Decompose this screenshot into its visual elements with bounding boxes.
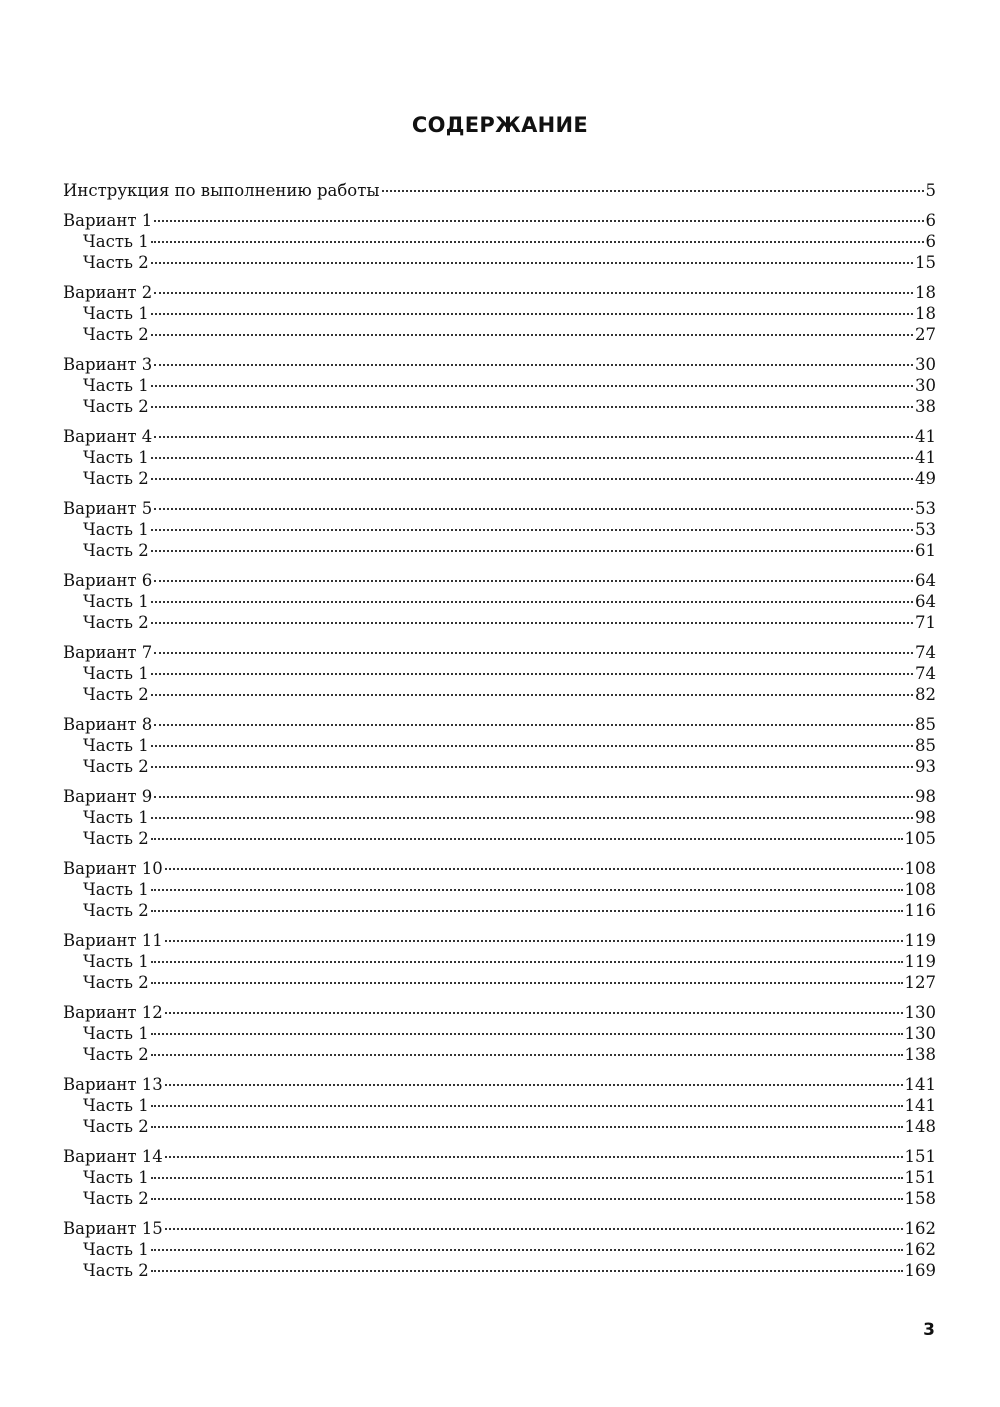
toc-entry-part[interactable] [63,375,936,396]
dot-leader [151,1198,903,1200]
toc-entry-page: 53 [915,499,936,518]
toc-entry-part[interactable] [63,1095,936,1116]
dot-leader [154,220,923,222]
toc-entry-label: Инструкция по выполнению работы [63,181,380,200]
toc-entry-label: Часть 1 [83,520,149,539]
dot-leader [154,436,913,438]
toc-entry-page: 30 [915,355,936,374]
toc-variant-group [63,570,936,633]
toc-entry-part[interactable] [63,1116,936,1137]
toc-entry-label: Часть 1 [83,232,149,251]
toc-entry-label: Вариант 11 [63,931,163,950]
dot-leader [151,385,913,387]
toc-variant-group [63,426,936,489]
toc-entry-part[interactable] [63,303,936,324]
dot-leader [151,262,913,264]
toc-entry-label: Часть 2 [83,325,149,344]
toc-entry-label: Часть 2 [83,1189,149,1208]
dot-leader [151,1126,903,1128]
toc-entry-part[interactable] [63,1188,936,1209]
toc-entry-label: Часть 2 [83,829,149,848]
toc-entry-part[interactable] [63,684,936,705]
dot-leader [154,364,913,366]
toc-entry-page: 108 [904,880,936,899]
toc-entry-part[interactable] [63,468,936,489]
toc-variant-group [63,930,936,993]
toc-entry-page: 30 [915,376,936,395]
toc-entry-part[interactable] [63,396,936,417]
toc-entry-page: 74 [915,664,936,683]
toc-entry-page: 130 [904,1003,936,1022]
table-of-contents [63,180,936,1281]
toc-entry-label: Часть 1 [83,952,149,971]
dot-leader [151,889,903,891]
toc-entry-label: Часть 2 [83,397,149,416]
toc-entry-page: 119 [904,952,936,971]
dot-leader [151,910,903,912]
toc-entry-page: 41 [915,427,936,446]
toc-entry-label: Часть 2 [83,541,149,560]
toc-entry-label: Вариант 6 [63,571,153,590]
toc-variant-group [63,282,936,345]
toc-variant-group [63,1074,936,1137]
toc-variant-group [63,498,936,561]
toc-variant-group [63,1146,936,1209]
toc-entry-page: 98 [915,787,936,806]
dot-leader [151,982,903,984]
toc-entry-label: Часть 2 [83,685,149,704]
toc-entry-part[interactable] [63,447,936,468]
toc-entry-page: 71 [915,613,936,632]
dot-leader [151,1249,903,1251]
toc-entry-page: 105 [904,829,936,848]
toc-entry-part[interactable] [63,972,936,993]
toc-entry-variant[interactable] [63,786,936,807]
dot-leader [165,868,903,870]
toc-entry-part[interactable] [63,900,936,921]
toc-entry-page: 6 [925,232,936,251]
toc-entry-page: 151 [904,1168,936,1187]
toc-entry-variant[interactable] [63,570,936,591]
toc-entry-label: Часть 2 [83,1045,149,1064]
toc-entry-page: 141 [904,1096,936,1115]
toc-entry-variant[interactable] [63,1146,936,1167]
toc-entry-variant[interactable] [63,1218,936,1239]
toc-entry-part[interactable] [63,324,936,345]
toc-entry-label: Часть 2 [83,757,149,776]
dot-leader [151,1054,903,1056]
toc-entry-page: 127 [904,973,936,992]
dot-leader [165,1156,903,1158]
toc-entry-page: 49 [915,469,936,488]
toc-entry-page: 74 [915,643,936,662]
dot-leader [154,796,913,798]
toc-entry-label: Вариант 8 [63,715,153,734]
dot-leader [151,961,903,963]
toc-entry-page: 18 [915,283,936,302]
toc-entry-page: 64 [915,592,936,611]
dot-leader [151,838,903,840]
toc-entry-part[interactable] [63,612,936,633]
toc-entry-part[interactable] [63,879,936,900]
toc-entry-variant[interactable] [63,282,936,303]
toc-entry-part[interactable] [63,735,936,756]
toc-entry-label: Часть 2 [83,1117,149,1136]
toc-entry-variant[interactable] [63,498,936,519]
dot-leader [151,745,913,747]
toc-variant-group [63,642,936,705]
toc-entry-variant[interactable] [63,1074,936,1095]
toc-variant-group [63,1002,936,1065]
toc-entry-page: 85 [915,715,936,734]
dot-leader [165,1012,903,1014]
toc-variant-group [63,210,936,273]
toc-entry-label: Вариант 2 [63,283,153,302]
toc-entry-label: Часть 2 [83,1261,149,1280]
toc-entry-label: Вариант 15 [63,1219,163,1238]
page-number: 3 [923,1320,935,1340]
toc-entry-part[interactable] [63,1239,936,1260]
toc-entry-variant[interactable] [63,858,936,879]
dot-leader [151,694,913,696]
dot-leader [154,292,913,294]
toc-entry-label: Вариант 3 [63,355,153,374]
toc-entry-page: 108 [904,859,936,878]
dot-leader [151,622,913,624]
dot-leader [151,1033,903,1035]
toc-entry-variant[interactable] [63,426,936,447]
toc-entry-part[interactable] [63,1260,936,1281]
dot-leader [151,1270,903,1272]
toc-entry-page: 148 [904,1117,936,1136]
toc-variant-group [63,714,936,777]
dot-leader [154,508,913,510]
dot-leader [382,190,924,192]
toc-entry-label: Вариант 1 [63,211,153,230]
toc-entry-label: Часть 1 [83,1024,149,1043]
toc-entry-page: 6 [925,211,936,230]
toc-entry-page: 93 [915,757,936,776]
toc-entry-part[interactable] [63,591,936,612]
toc-variant-group [63,354,936,417]
toc-entry-page: 138 [904,1045,936,1064]
toc-entry-page: 64 [915,571,936,590]
toc-entry-variant[interactable] [63,1002,936,1023]
toc-entry-page: 27 [915,325,936,344]
toc-entry-part[interactable] [63,828,936,849]
dot-leader [151,478,913,480]
toc-entry-page: 98 [915,808,936,827]
dot-leader [151,673,913,675]
toc-entry-part[interactable] [63,540,936,561]
toc-entry-label: Вариант 5 [63,499,153,518]
toc-entry-page: 158 [904,1189,936,1208]
dot-leader [165,1084,903,1086]
toc-entry-label: Вариант 12 [63,1003,163,1022]
toc-entry-page: 130 [904,1024,936,1043]
dot-leader [151,1177,903,1179]
dot-leader [151,406,913,408]
toc-entry-page: 141 [904,1075,936,1094]
toc-entry-part[interactable] [63,807,936,828]
dot-leader [151,817,913,819]
toc-entry-variant[interactable] [63,354,936,375]
toc-entry-part[interactable] [63,756,936,777]
toc-entry-page: 169 [904,1261,936,1280]
toc-entry-part[interactable] [63,1023,936,1044]
dot-leader [151,529,913,531]
toc-entry-label: Часть 2 [83,469,149,488]
dot-leader [151,1105,903,1107]
toc-entry-label: Часть 1 [83,304,149,323]
toc-entry-page: 151 [904,1147,936,1166]
toc-entry-label: Часть 1 [83,664,149,683]
dot-leader [151,457,913,459]
toc-entry-label: Вариант 10 [63,859,163,878]
toc-entry-page: 162 [904,1240,936,1259]
dot-leader [154,724,913,726]
toc-entry-variant[interactable] [63,930,936,951]
toc-entry-page: 5 [925,181,936,200]
toc-entry-label: Часть 1 [83,592,149,611]
dot-leader [151,766,913,768]
dot-leader [151,241,924,243]
toc-entry-part[interactable] [63,951,936,972]
toc-entry-label: Часть 2 [83,901,149,920]
toc-entry-label: Часть 1 [83,376,149,395]
dot-leader [154,580,913,582]
toc-entry-label: Часть 1 [83,736,149,755]
toc-entry-label: Вариант 14 [63,1147,163,1166]
toc-entry-part[interactable] [63,231,936,252]
toc-entry-label: Вариант 13 [63,1075,163,1094]
toc-entry-intro[interactable] [63,180,936,201]
toc-variant-group [63,786,936,849]
toc-entry-page: 162 [904,1219,936,1238]
dot-leader [151,550,913,552]
toc-entry-label: Вариант 4 [63,427,153,446]
toc-entry-page: 119 [904,931,936,950]
toc-entry-label: Часть 1 [83,880,149,899]
dot-leader [151,334,913,336]
toc-entry-page: 85 [915,736,936,755]
toc-entry-label: Часть 1 [83,1096,149,1115]
toc-entry-part[interactable] [63,519,936,540]
toc-entry-page: 116 [904,901,936,920]
toc-entry-label: Вариант 7 [63,643,153,662]
toc-entry-page: 41 [915,448,936,467]
toc-entry-label: Часть 2 [83,973,149,992]
toc-entry-page: 53 [915,520,936,539]
toc-entry-part[interactable] [63,1044,936,1065]
toc-entry-page: 61 [915,541,936,560]
toc-entry-label: Вариант 9 [63,787,153,806]
toc-entry-part[interactable] [63,1167,936,1188]
toc-variant-group [63,858,936,921]
toc-entry-variant[interactable] [63,714,936,735]
toc-entry-label: Часть 1 [83,808,149,827]
toc-entry-part[interactable] [63,663,936,684]
toc-entry-label: Часть 2 [83,253,149,272]
toc-entry-page: 38 [915,397,936,416]
toc-entry-variant[interactable] [63,642,936,663]
toc-entry-page: 82 [915,685,936,704]
toc-entry-label: Часть 1 [83,1168,149,1187]
toc-entry-label: Часть 1 [83,448,149,467]
toc-entry-page: 15 [915,253,936,272]
toc-entry-variant[interactable] [63,210,936,231]
toc-variant-group [63,1218,936,1281]
dot-leader [165,1228,903,1230]
toc-entry-label: Часть 1 [83,1240,149,1259]
toc-entry-label: Часть 2 [83,613,149,632]
dot-leader [151,313,913,315]
dot-leader [151,601,913,603]
page-title: СОДЕРЖАНИЕ [411,113,589,137]
toc-entry-page: 18 [915,304,936,323]
dot-leader [165,940,903,942]
dot-leader [154,652,913,654]
toc-entry-part[interactable] [63,252,936,273]
